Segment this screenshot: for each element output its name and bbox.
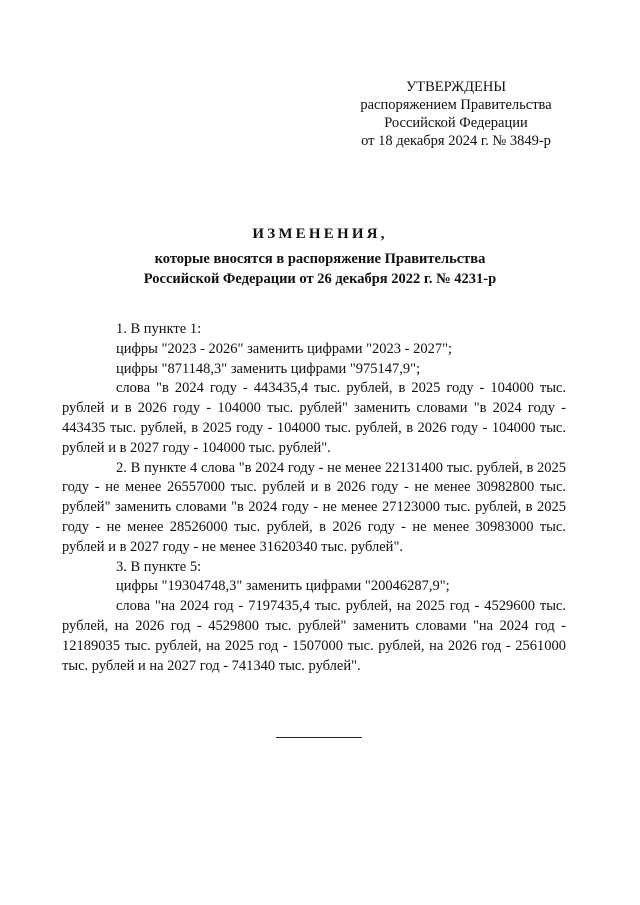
document-body xyxy=(62,320,566,676)
subtitle-line: которые вносятся в распоряжение Правительства xyxy=(154,251,486,267)
body-paragraph: 3. В пункте 5: xyxy=(116,558,202,575)
body-paragraph: 1. В пункте 1: xyxy=(116,321,202,337)
document-title: ИЗМЕНЕНИЯ, xyxy=(252,226,388,242)
approval-line: от 18 декабря 2024 г. № 3849-р xyxy=(361,133,551,149)
approval-line: УТВЕРЖДЕНЫ xyxy=(405,79,507,95)
body-paragraph: цифры "19304748,3" заменить цифрами "20046287,9"; xyxy=(116,578,450,595)
body-paragraph: слова "на 2024 год - 7197435,4 тыс. рублей, на 2025 год - 4529600 тыс. рублей, на 2026 год - 4529800 тыс. рублей" заменить словами "на 2024 год - 12189035 тыс. рублей, на 2025 год - 1507000 тыс. рублей, на 2026 год - 2561000 тыс. рублей и на 2027 год - 741340 тыс. рублей". xyxy=(62,598,566,674)
approval-line: Российской Федерации xyxy=(384,115,528,131)
subtitle-line: Российской Федерации от 26 декабря 2022 г. № 4231-р xyxy=(143,271,497,287)
body-paragraph: цифры "2023 - 2026" заменить цифрами "2023 - 2027"; xyxy=(116,340,453,357)
approval-line: распоряжением Правительства xyxy=(360,97,552,113)
body-paragraph: 2. В пункте 4 слова "в 2024 году - не менее 22131400 тыс. рублей, в 2025 году - не менее 26557000 тыс. рублей и в 2026 году - не менее 30982800 тыс. рублей" заменить словами "в 2024 году - не менее 27123000 тыс. рублей, в 2025 году - не менее 28526000 тыс. рублей, в 2026 году - не менее 30983000 тыс. рублей и в 2027 году - не менее 31620340 тыс. рублей". xyxy=(62,459,566,555)
body-paragraph: цифры "871148,3" заменить цифрами "975147,9"; xyxy=(116,360,421,377)
body-paragraph: слова "в 2024 году - 443435,4 тыс. рублей, в 2025 году - 104000 тыс. рублей и в 2026 году - 104000 тыс. рублей" заменить словами "в 2024 году - 443435 тыс. рублей, в 2025 году - 104000 тыс. рублей, в 2026 году - 104000 тыс. рублей и в 2027 году - 104000 тыс. рублей". xyxy=(62,380,566,456)
document-subtitle xyxy=(0,249,640,289)
end-divider xyxy=(276,737,362,738)
approval-block xyxy=(346,78,566,150)
